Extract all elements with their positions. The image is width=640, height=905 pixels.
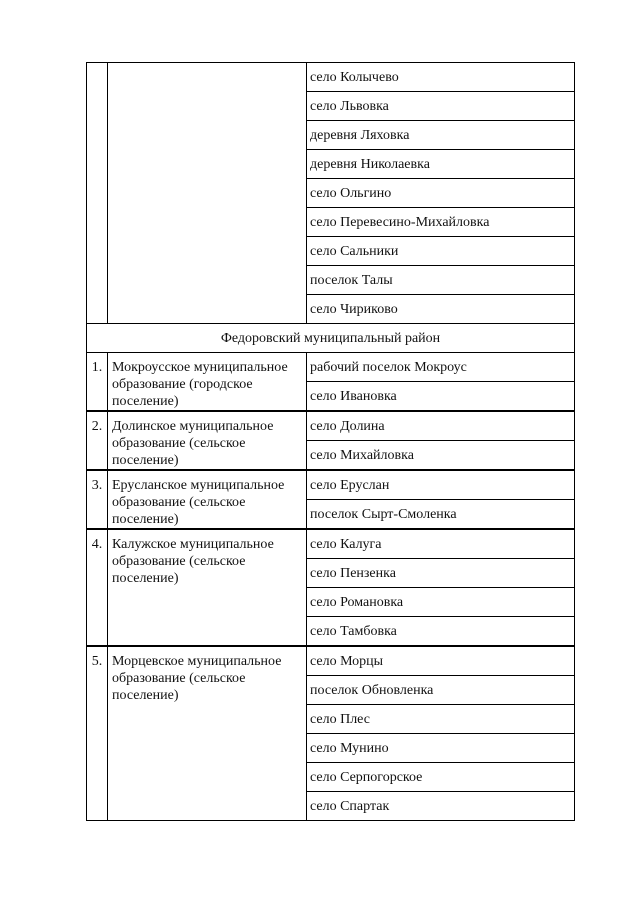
number-cell (87, 63, 108, 324)
settlement-cell: поселок Обновленка (307, 676, 575, 705)
municipality-name: Ерусланское муниципальное образование (сельское поселение) (108, 470, 307, 529)
settlement-cell: село Львовка (307, 92, 575, 121)
settlements-table (86, 62, 575, 821)
municipality-number: 2. (87, 411, 108, 470)
table-row (87, 63, 575, 92)
settlement-cell: село Пензенка (307, 559, 575, 588)
settlement-cell: село Спартак (307, 792, 575, 821)
settlement-cell: село Тамбовка (307, 617, 575, 647)
settlement-cell: село Еруслан (307, 470, 575, 500)
settlement-cell: село Ольгино (307, 179, 575, 208)
settlement-cell: село Перевесино-Михайловка (307, 208, 575, 237)
settlement-cell: село Романовка (307, 588, 575, 617)
settlement-cell: поселок Сырт-Смоленка (307, 500, 575, 530)
table-row (87, 353, 575, 382)
settlement-cell: село Михайловка (307, 441, 575, 471)
settlement-cell: поселок Талы (307, 266, 575, 295)
municipality-name: Долинское муниципальное образование (сельское поселение) (108, 411, 307, 470)
table-row (87, 470, 575, 500)
settlement-cell: село Калуга (307, 529, 575, 559)
municipality-number: 1. (87, 353, 108, 412)
municipality-name: Морцевское муниципальное образование (сельское поселение) (108, 646, 307, 821)
settlement-cell: село Плес (307, 705, 575, 734)
settlement-cell: деревня Николаевка (307, 150, 575, 179)
settlement-cell: рабочий поселок Мокроус (307, 353, 575, 382)
settlement-cell: село Ивановка (307, 382, 575, 412)
settlement-cell: село Колычево (307, 63, 575, 92)
municipality-number: 3. (87, 470, 108, 529)
municipality-number: 4. (87, 529, 108, 646)
municipality-name: Мокроусское муниципальное образование (городское поселение) (108, 353, 307, 412)
municipality-number: 5. (87, 646, 108, 821)
settlement-cell: деревня Ляховка (307, 121, 575, 150)
settlement-cell: село Сальники (307, 237, 575, 266)
municipality-name: Калужское муниципальное образование (сельское поселение) (108, 529, 307, 646)
settlement-cell: село Серпогорское (307, 763, 575, 792)
table-row (87, 646, 575, 676)
settlement-cell: село Долина (307, 411, 575, 441)
table-row (87, 411, 575, 441)
table-row (87, 529, 575, 559)
municipality-name-cell (108, 63, 307, 324)
settlement-cell: село Мунино (307, 734, 575, 763)
section-row (87, 324, 575, 353)
settlement-cell: село Морцы (307, 646, 575, 676)
section-title: Федоровский муниципальный район (87, 324, 575, 353)
settlement-cell: село Чириково (307, 295, 575, 324)
settlements-table-body (87, 63, 575, 821)
